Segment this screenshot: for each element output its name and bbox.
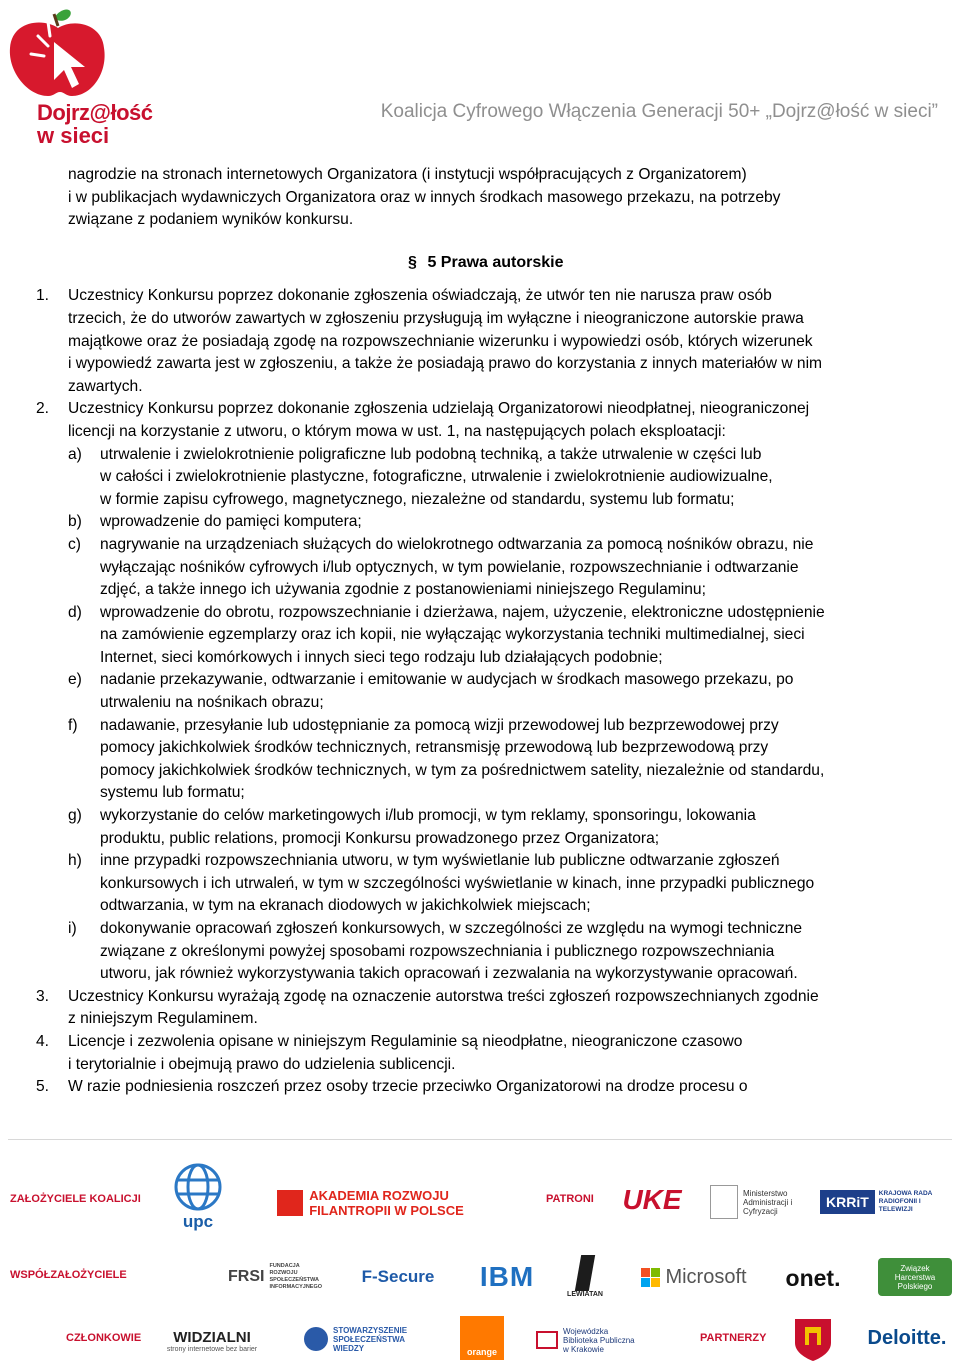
sub-item-e: [68, 669, 930, 714]
section-heading: [68, 252, 930, 275]
krrit-logo: KRRiT KRAJOWA RADA RADIOFONII I TELEWIZJI: [820, 1184, 954, 1220]
ministerstwo-logo: Ministerstwo Administracji i Cyfryzacji: [710, 1182, 806, 1222]
list-item-2: [36, 398, 930, 985]
text-line: trzecich, że do utworów zawartych w zgłoszeniu przysługują im wyłączne i nieograniczone autorskie prawa: [68, 309, 804, 327]
text-line: majątkowe oraz że posiadają zgodę na rozpowszechnianie wizerunku i wypowiedzi osób, których wizerunek: [68, 332, 813, 350]
text-line: związane z określonymi powyżej sposobami rozpowszechniania i publicznego rozpowszechniania: [100, 942, 775, 960]
apple-cursor-icon: [4, 6, 144, 102]
paragraph-sign-icon: §: [408, 253, 417, 271]
upc-logo: upc: [160, 1158, 236, 1236]
sub-item-letter: c): [68, 535, 81, 553]
intro-paragraph: [68, 164, 930, 232]
text-line: systemu lub formatu;: [100, 784, 245, 802]
text-line: nadawanie, przesyłanie lub udostępnianie za pomocą wizji przewodowej lub bezprzewodowej przy: [100, 716, 779, 734]
sub-item-letter: f): [68, 716, 78, 734]
sub-item-letter: g): [68, 807, 82, 825]
ibm-logo: IBM: [479, 1261, 535, 1292]
upc-globe-icon: [170, 1162, 226, 1212]
onet-logo: onet.: [785, 1264, 841, 1291]
text-line: odtwarzania, w tym na ekranach diodowych w jakichkolwiek miejscach;: [100, 897, 591, 915]
text-line: z niniejszym Regulaminem.: [68, 1010, 258, 1028]
biblioteka-logo: Wojewódzka Biblioteka Publiczna w Krakowie: [536, 1324, 642, 1356]
sub-item-letter: b): [68, 513, 82, 531]
sub-item-letter: h): [68, 852, 82, 870]
document-body: [36, 164, 930, 1099]
item-number: 1.: [36, 287, 50, 305]
text-line: Uczestnicy Konkursu wyrażają zgodę na oznaczenie autorstwa treści zgłoszeń rozpowszechnianych zgodnie: [68, 987, 819, 1005]
lewiatan-logo: LEWIATAN: [562, 1250, 608, 1302]
stowarzyszenie-logo: STOWARZYSZENIE SPOŁECZEŃSTWA WIEDZY: [304, 1322, 414, 1356]
text-line: dokonywanie opracowań zgłoszeń konkursowych, w szczególności ze względu na wymogi techniczne: [100, 920, 803, 937]
text-line: i wypowiedź zawarta jest w zgłoszeniu, a także że posiadają prawo do korzystania z innych materiałów w nim: [68, 355, 823, 373]
sub-item-i: [68, 918, 930, 986]
text-line: Uczestnicy Konkursu poprzez dokonanie zgłoszenia oświadczają, że utwór ten nie narusza praw osób: [68, 287, 772, 305]
item-number: 3.: [36, 987, 50, 1005]
list-item-5: [36, 1076, 930, 1099]
text-line: w formie zapisu cyfrowego, magnetycznego, niezależne od standardu, systemu lub formatu;: [100, 490, 735, 508]
orange-logo: orange: [460, 1316, 504, 1360]
text-line: inne przypadki rozpowszechniania utworu, w tym wyświetlanie lub publiczne odtwarzanie zgłoszeń: [100, 852, 780, 870]
text-line: na zamówienie egzemplarzy oraz ich kopii, nie wyłączając wykorzystania techniki multimedialnej, sieci: [100, 626, 805, 644]
text-line: Uczestnicy Konkursu poprzez dokonanie zgłoszenia udzielają Organizatorowi nieodpłatnej, nieograniczonej: [68, 400, 810, 418]
sub-item-c: [68, 534, 930, 602]
coat-of-arms-icon: [791, 1315, 835, 1363]
text-line: pomocy jakichkolwiek środków technicznych, retransmisję przewodową lub bezprzewodową przy: [100, 739, 769, 757]
text-line: w całości i zwielokrotnienie plastyczne, fotograficzne, utrwalenie i zwielokrotnienie audiowizualne,: [100, 468, 773, 486]
text-line: licencji na korzystanie z utworu, o którym mowa w ust. 1, na następujących polach eksploatacji:: [68, 422, 726, 440]
text-line: zawartych.: [68, 377, 143, 395]
f-secure-logo: F-Secure: [361, 1267, 435, 1286]
logo-title: Dojrz@łość: [37, 100, 153, 125]
frsi-logo: FRSI FUNDACJA ROZWOJU SPOŁECZEŃSTWA INFORMACYJNEGO: [228, 1263, 323, 1290]
footer-divider: [8, 1139, 952, 1140]
text-line: nagrodzie na stronach internetowych Organizatora (i instytucji współpracujących z Organizatorem): [68, 166, 747, 183]
microsoft-logo: Microsoft: [636, 1262, 752, 1292]
akademia-rozwoju-logo: AKADEMIA ROZWOJU FILANTROPII W POLSCE: [268, 1186, 473, 1220]
cofounders-label: WSPÓŁZAŁOŻYCIELE: [10, 1269, 127, 1281]
text-line: utrwalenie i zwielokrotnienie poligraficzne lub podobną techniką, a także utrwalenie w części lub: [100, 445, 762, 463]
krakow-coat-of-arms: [786, 1314, 840, 1364]
zhp-logo: Związek Harcerstwa Polskiego: [878, 1258, 952, 1296]
sub-item-b: [68, 511, 930, 534]
sub-item-f: [68, 715, 930, 805]
item-number: 5.: [36, 1078, 50, 1096]
section-title: 5 Prawa autorskie: [427, 253, 564, 271]
list-item-4: [36, 1031, 930, 1076]
text-line: nadanie przekazywanie, odtwarzanie i emitowanie w audycjach w środkach masowego przekazu, po: [100, 671, 794, 689]
text-line: produktu, public relations, promocji Konkursu prowadzonego przez Organizatora;: [100, 829, 660, 847]
text-line: zdjęć, a także innego ich używania zgodnie z postanowieniami niniejszego Regulaminu;: [100, 581, 706, 599]
sub-item-letter: e): [68, 671, 82, 689]
text-line: utrwaleniu na nośnikach obrazu;: [100, 694, 324, 712]
list-item-3: [36, 986, 930, 1031]
uke-logo: UKE: [622, 1184, 682, 1215]
text-line: i w publikacjach wydawniczych Organizatora oraz w innych środkach masowego przekazu, na potrzeby: [68, 188, 781, 206]
widzialni-logo: WIDZIALNI strony internetowe bez barier: [166, 1329, 258, 1353]
text-line: utworu, jak również wykorzystywania takich opracowań i zezwalania na wykorzystywanie opracowań.: [100, 965, 798, 983]
header-title: Koalicja Cyfrowego Włączenia Generacji 50+ „Dojrz@łość w sieci”: [380, 101, 938, 122]
sub-item-letter: i): [68, 920, 77, 937]
members-label: CZŁONKOWIE: [66, 1332, 142, 1344]
sub-item-g: [68, 805, 930, 850]
text-line: nagrywanie na urządzeniach służących do wielokrotnego odtwarzania za pomocą nośników obrazu, nie: [100, 535, 814, 553]
deloitte-logo: Deloitte.: [867, 1326, 947, 1349]
patrons-label: PATRONI: [546, 1193, 594, 1205]
item-number: 2.: [36, 400, 50, 418]
dojrzalosc-logo: [4, 6, 153, 148]
text-line: wykorzystanie do celów marketingowych i/lub promocji, w tym reklamy, sponsoringu, lokowania: [100, 807, 756, 825]
text-line: i terytorialnie i obejmują prawo do udzielenia sublicencji.: [68, 1055, 456, 1073]
sub-item-a: [68, 444, 930, 512]
text-line: wprowadzenie do obrotu, rozpowszechnianie i dzierżawa, najem, użyczenie, elektroniczne udostępnienie: [100, 603, 825, 621]
text-line: W razie podniesienia roszczeń przez osoby trzecie przeciwko Organizatorowi na drodze procesu o: [68, 1078, 748, 1096]
item-number: 4.: [36, 1032, 50, 1050]
text-line: Licencje i zezwolenia opisane w niniejszym Regulaminie są nieodpłatne, nieograniczone czasowo: [68, 1032, 743, 1050]
text-line: wyłączając nośników cyfrowych i/lub optycznych, w tym powielanie, rozpowszechnianie i odtwarzanie: [100, 558, 799, 576]
founders-label: ZAŁOŻYCIELE KOALICJI: [10, 1193, 141, 1205]
text-line: konkursowych i ich utrwaleń, w tym w szczególności wyświetlanie w kinach, inne przypadki publicznego: [100, 874, 815, 892]
partners-label: PARTNERZY: [700, 1332, 767, 1344]
sub-item-letter: a): [68, 445, 82, 463]
sub-item-h: [68, 850, 930, 918]
sub-item-d: [68, 602, 930, 670]
logo-subtitle: w sieci: [37, 123, 110, 148]
text-line: Internet, sieci komórkowych i innych sieci tego rodzaju lub działających podobnie;: [100, 648, 663, 666]
sub-item-letter: d): [68, 603, 82, 621]
list-item-1: [36, 285, 930, 398]
text-line: wprowadzenie do pamięci komputera;: [100, 513, 362, 531]
text-line: związane z podaniem wyników konkursu.: [68, 211, 354, 229]
text-line: pomocy jakichkolwiek środków technicznych, w tym za pośrednictwem satelity, niezależnie od standardu,: [100, 761, 825, 779]
